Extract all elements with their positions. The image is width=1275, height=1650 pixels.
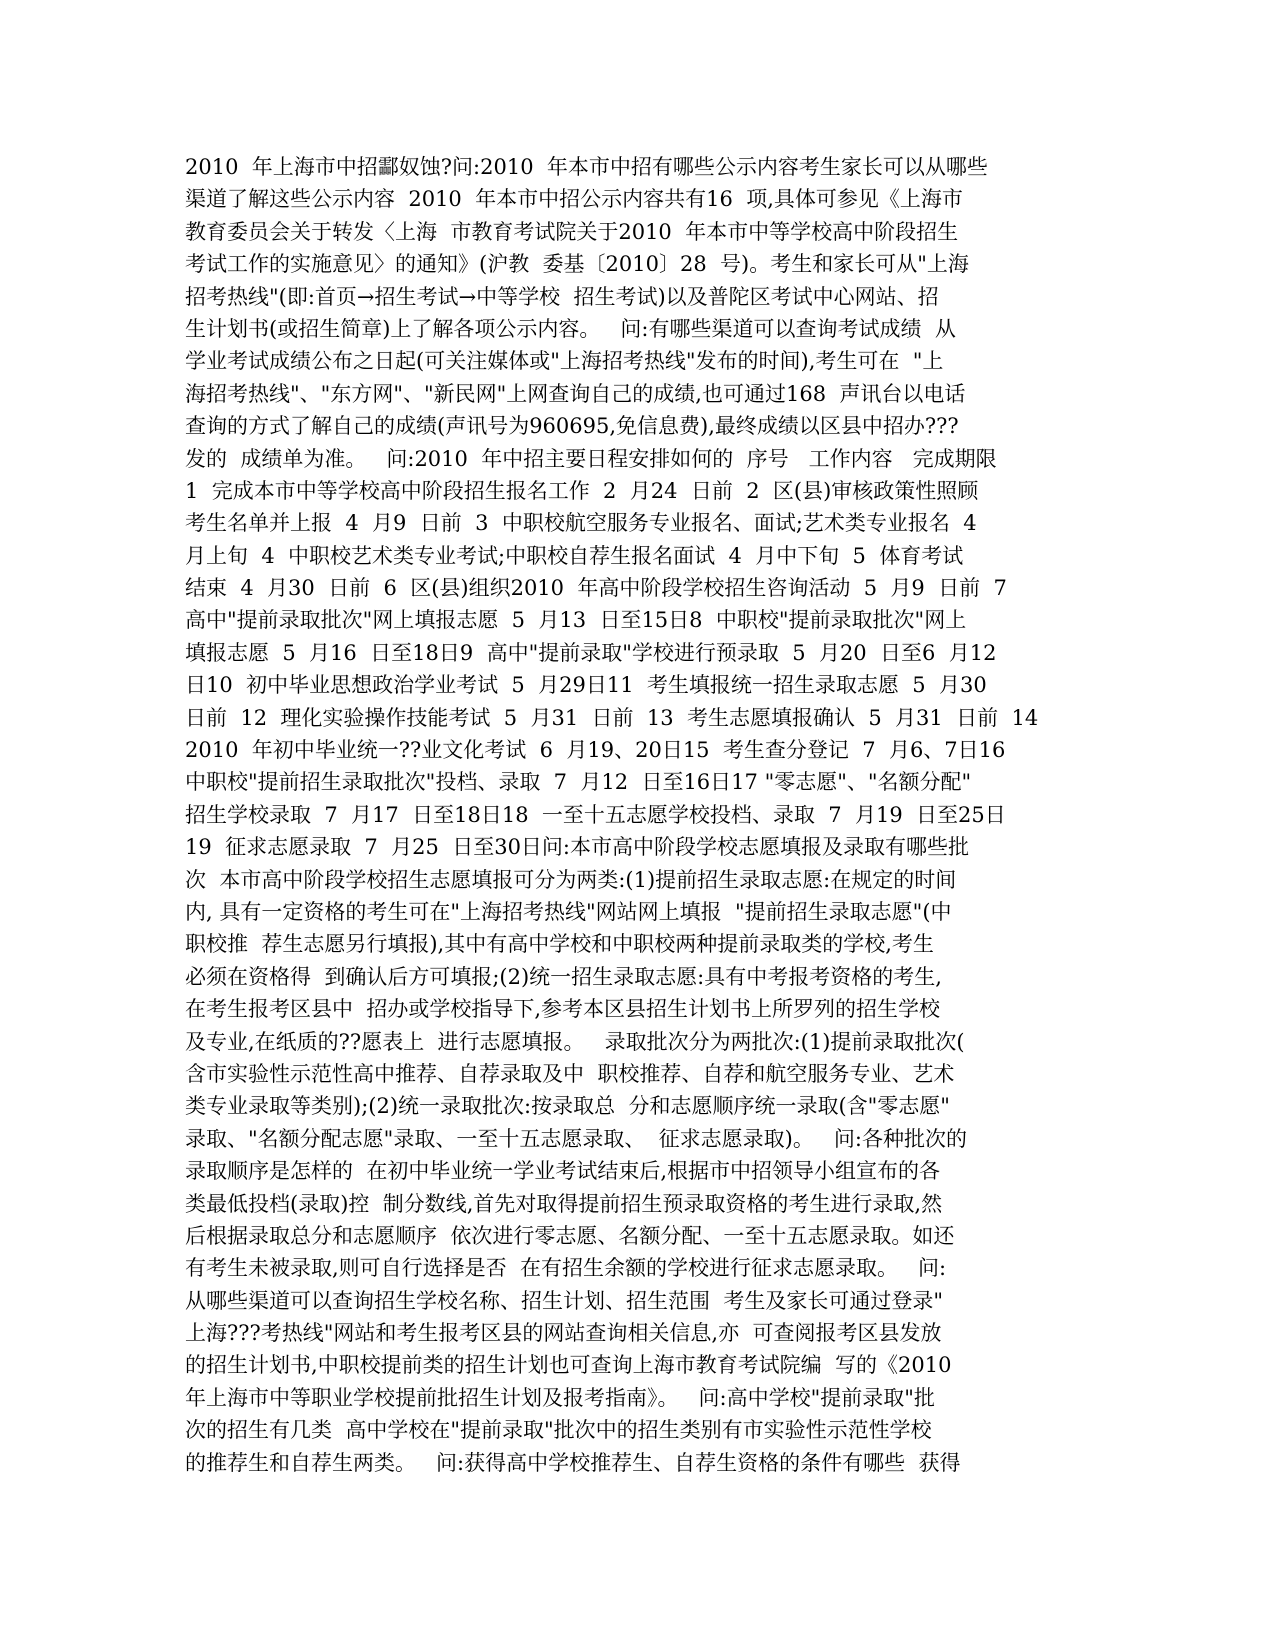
text-line: 必须在资格得 到确认后方可填报;(2)统一招生录取志愿:具有中考报考资格的考生, <box>185 964 942 989</box>
text-line: 从哪些渠道可以查询招生学校名称、招生计划、招生范围 考生及家长可通过登录" <box>185 1288 944 1313</box>
text-line: 查询的方式了解自己的成绩(声讯号为960695,免信息费),最终成绩以区县中招办??? <box>185 414 959 439</box>
text-line: 中职校"提前招生录取批次"投档、录取 7 月12 日至16日17 "零志愿"、"名额分配" <box>185 770 972 795</box>
text-line: 填报志愿 5 月16 日至18日9 高中"提前录取"学校进行预录取 5 月20 日至6 月12 <box>185 640 997 665</box>
text-line: 招生学校录取 7 月17 日至18日18 一至十五志愿学校投档、录取 7 月19 日至25日 <box>185 802 1006 827</box>
body-text <box>185 151 1105 1479</box>
text-line: 高中"提前录取批次"网上填报志愿 5 月13 日至15日8 中职校"提前录取批次"网上 <box>185 608 967 633</box>
text-line: 学业考试成绩公布之日起(可关注媒体或"上海招考热线"发布的时间),考生可在 "上 <box>185 349 944 374</box>
text-line: 年上海市中等职业学校提前批招生计划及报考指南》。 问:高中学校"提前录取"批 <box>185 1385 935 1410</box>
text-line: 职校推 荐生志愿另行填报),其中有高中学校和中职校两种提前录取类的学校,考生 <box>185 932 934 957</box>
text-line: 的推荐生和自荐生两类。 问:获得高中学校推荐生、自荐生资格的条件有哪些 获得 <box>185 1450 961 1475</box>
text-line: 上海???考热线"网站和考生报考区县的网站查询相关信息,亦 可查阅报考区县发放 <box>185 1321 942 1346</box>
text-line: 类最低投档(录取)控 制分数线,首先对取得提前招生预录取资格的考生进行录取,然 <box>185 1191 943 1216</box>
text-line: 录取、"名额分配志愿"录取、一至十五志愿录取、 征求志愿录取)。 问:各种批次的 <box>185 1126 967 1151</box>
text-line: 2010 年上海市中招酃奴蚀?问:2010 年本市中招有哪些公示内容考生家长可以从哪些 <box>185 155 988 179</box>
text-line: 录取顺序是怎样的 在初中毕业统一学业考试结束后,根据市中招领导小组宣布的各 <box>185 1159 941 1184</box>
text-line: 含市实验性示范性高中推荐、自荐录取及中 职校推荐、自荐和航空服务专业、艺术 <box>185 1061 955 1086</box>
text-line: 教育委员会关于转发〈上海 市教育考试院关于2010 年本市中等学校高中阶段招生 <box>185 219 959 244</box>
text-line: 1 完成本市中等学校高中阶段招生报名工作 2 月24 日前 2 区(县)审核政策性照顾 <box>185 478 979 503</box>
text-line: 月上旬 4 中职校艺术类专业考试;中职校自荐生报名面试 4 月中下旬 5 体育考试 <box>185 543 964 568</box>
text-line: 生计划书(或招生简章)上了解各项公示内容。 问:有哪些渠道可以查询考试成绩 从 <box>185 316 956 341</box>
text-line: 的招生计划书,中职校提前类的招生计划也可查询上海市教育考试院编 写的《2010 <box>185 1353 952 1378</box>
text-line: 次的招生有几类 高中学校在"提前录取"批次中的招生类别有市实验性示范性学校 <box>185 1418 932 1443</box>
text-line: 有考生未被录取,则可自行选择是否 在有招生余额的学校进行征求志愿录取。 问: <box>185 1256 947 1281</box>
text-line: 19 征求志愿录取 7 月25 日至30日问:本市高中阶段学校志愿填报及录取有哪些批 <box>185 835 970 860</box>
text-line: 日前 12 理化实验操作技能考试 5 月31 日前 13 考生志愿填报确认 5 月31 日前 14 <box>185 705 1039 730</box>
text-line: 内, 具有一定资格的考生可在"上海招考热线"网站网上填报 "提前招生录取志愿"(中 <box>185 899 952 924</box>
text-line: 海招考热线"、"东方网"、"新民网"上网查询自己的成绩,也可通过168 声讯台以电话 <box>185 381 966 406</box>
text-line: 渠道了解这些公示内容 2010 年本市中招公示内容共有16 项,具体可参见《上海市 <box>185 187 963 212</box>
text-line: 2010 年初中毕业统一??业文化考试 6 月19、20日15 考生查分登记 7 月6、7日16 <box>185 738 1006 763</box>
text-line: 及专业,在纸质的??愿表上 进行志愿填报。 录取批次分为两批次:(1)提前录取批次( <box>185 1029 965 1054</box>
text-line: 招考热线"(即:首页→招生考试→中等学校 招生考试)以及普陀区考试中心网站、招 <box>185 284 939 309</box>
text-line: 考试工作的实施意见〉的通知》(沪教 委基〔2010〕28 号)。考生和家长可从"上海 <box>185 252 969 277</box>
text-line: 在考生报考区县中 招办或学校指导下,参考本区县招生计划书上所罗列的招生学校 <box>185 997 941 1022</box>
text-line: 次 本市高中阶段学校招生志愿填报可分为两类:(1)提前招生录取志愿:在规定的时间 <box>185 867 957 892</box>
text-line: 发的 成绩单为准。 问:2010 年中招主要日程安排如何的 序号 工作内容 完成期限 <box>185 446 997 471</box>
text-line: 后根据录取总分和志愿顺序 依次进行零志愿、名额分配、一至十五志愿录取。如还 <box>185 1223 955 1248</box>
text-line: 结束 4 月30 日前 6 区(县)组织2010 年高中阶段学校招生咨询活动 5 月9 日前 7 <box>185 576 1007 601</box>
text-line: 考生名单并上报 4 月9 日前 3 中职校航空服务专业报名、面试;艺术类专业报名 4 <box>185 511 977 536</box>
text-line: 日10 初中毕业思想政治学业考试 5 月29日11 考生填报统一招生录取志愿 5 月30 <box>185 673 987 698</box>
text-line: 类专业录取等类别);(2)统一录取批次:按录取总 分和志愿顺序统一录取(含"零志愿" <box>185 1094 950 1119</box>
